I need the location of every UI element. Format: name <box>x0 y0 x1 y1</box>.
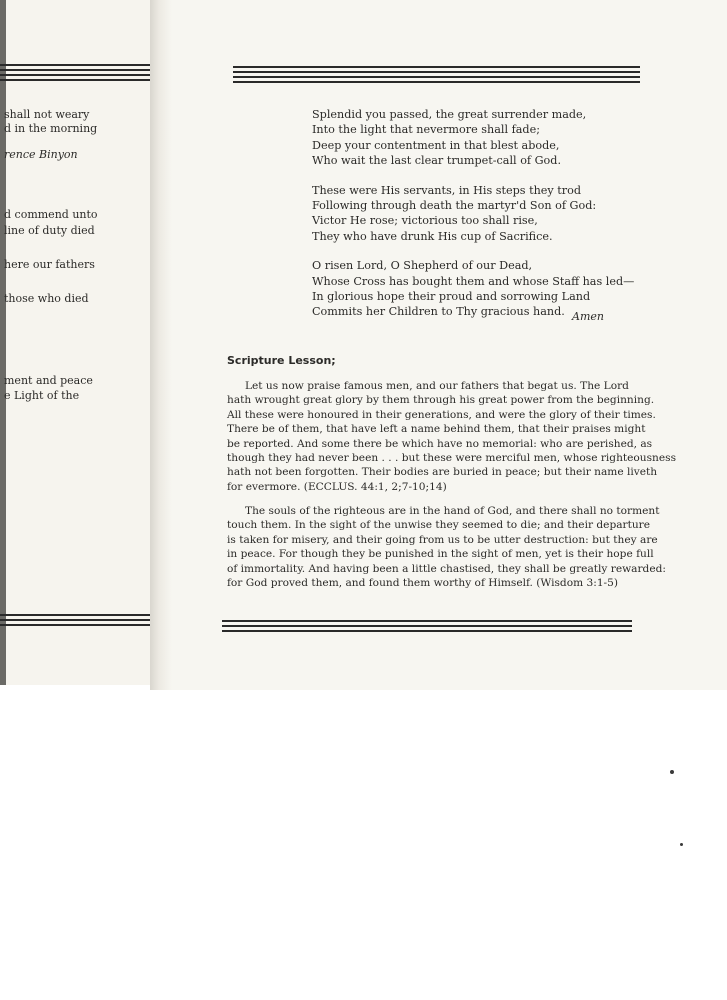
poem-line: Following through death the martyr'd Son of God: <box>312 199 597 213</box>
poem-line: Victor He rose; victorious too shall rise, <box>312 214 538 228</box>
text-line: is taken for misery, and their going from us to be utter destruction: but they are <box>227 533 658 546</box>
poem-line: O risen Lord, O Shepherd of our Dead, <box>312 259 533 273</box>
poem-line: These were His servants, in His steps they trod <box>312 183 582 197</box>
left-page-fragment <box>0 0 154 685</box>
left-fragment: e Light of the <box>4 389 80 402</box>
text-line: for evermore. (ECCLUS. 44:1, 2;7-10;14) <box>227 480 447 493</box>
text-line: All these were honoured in their generations, and were the glory of their times. <box>227 408 656 421</box>
left-top-rules <box>0 64 154 84</box>
scripture-heading: Scripture Lesson; <box>227 354 336 367</box>
left-fragment: d in the morning <box>4 122 98 135</box>
text-line: The souls of the righteous are in the hand of God, and there shall no torment <box>245 505 660 517</box>
poem-line: Splendid you passed, the great surrender made, <box>312 108 587 121</box>
page-fold <box>150 0 172 690</box>
poem-line: They who have drunk His cup of Sacrifice. <box>312 229 553 243</box>
scan-edge <box>0 0 6 685</box>
text-line: hath not been forgotten. Their bodies are buried in peace; but their name liveth <box>227 466 658 479</box>
left-fragment: ment and peace <box>4 374 93 387</box>
poem-line: Commits her Children to Thy gracious hand. <box>312 305 565 319</box>
poem-line: Whose Cross has bought them and whose Staff has led— <box>312 274 635 288</box>
left-bottom-rules <box>0 614 154 629</box>
scan-speck <box>680 843 683 846</box>
left-fragment: rence Binyon <box>4 148 78 161</box>
text-line: hath wrought great glory by them through his great power from the beginning. <box>227 394 655 407</box>
left-fragment: d commend unto <box>4 208 98 221</box>
scripture-paragraph-2 <box>227 504 666 590</box>
text-line: be reported. And some there be which have no memorial: who are perished, as <box>227 437 653 450</box>
text-line: in peace. For though they be punished in the sight of men, yet is their hope full <box>227 548 654 561</box>
top-decorative-rules <box>233 66 640 86</box>
poem-line: Into the light that nevermore shall fade; <box>312 123 540 137</box>
text-line: though they had never been . . . but these were merciful men, whose righteousness <box>227 452 677 465</box>
text-line: Let us now praise famous men, and our fathers that begat us. The Lord <box>245 380 629 392</box>
text-line: for God proved them, and found them worthy of Himself. (Wisdom 3:1-5) <box>227 577 619 590</box>
text-line: touch them. In the sight of the unwise they seemed to die; and their departure <box>227 519 651 532</box>
poem-line: In glorious hope their proud and sorrowing Land <box>312 290 591 304</box>
poem-stanza <box>312 107 612 169</box>
bottom-decorative-rules <box>222 620 632 635</box>
scan-speck <box>670 770 674 774</box>
left-fragment: here our fathers <box>4 258 95 271</box>
text-line: There be of them, that have left a name behind them, that their praises might <box>227 423 646 436</box>
poem-stanza <box>312 183 612 245</box>
left-fragment: shall not weary <box>4 108 90 121</box>
poem-stanza <box>312 258 635 320</box>
left-fragment: line of duty died <box>4 224 95 237</box>
text-line: of immortality. And having been a little chastised, they shall be greatly rewarded: <box>227 562 666 575</box>
poem <box>312 107 635 334</box>
amen-text: Amen <box>572 310 604 323</box>
poem-line: Who wait the last clear trumpet-call of God. <box>312 154 562 168</box>
poem-line: Deep your contentment in that blest abode, <box>312 138 560 152</box>
scripture-paragraph-1 <box>227 379 677 494</box>
left-fragment: those who died <box>4 292 89 305</box>
